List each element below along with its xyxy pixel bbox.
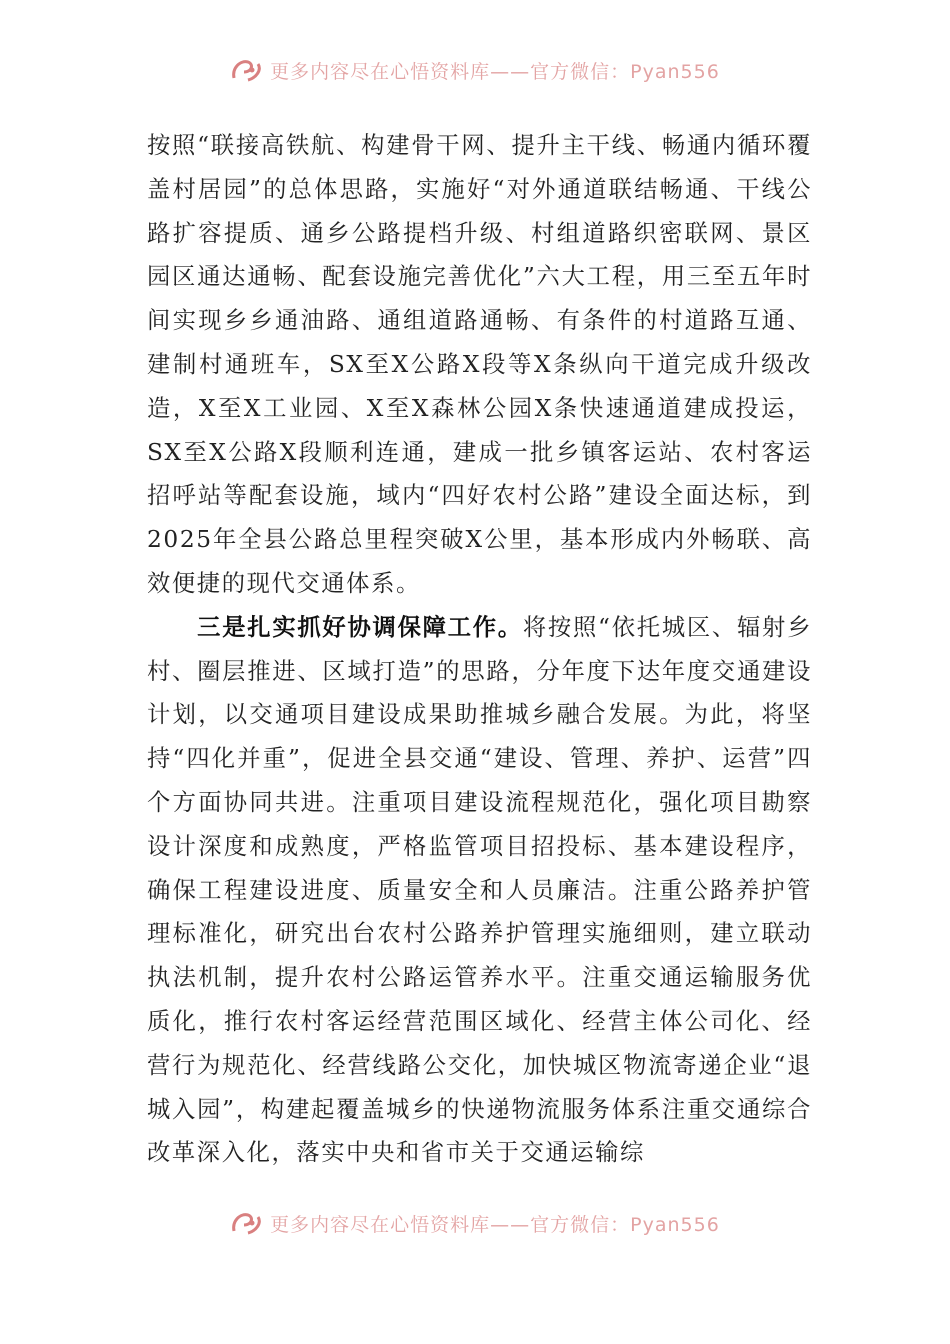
paragraph-2-lead: 三是扎实抓好协调保障工作。	[197, 613, 523, 641]
paragraph-2-body: 将按照“依托城区、辐射乡村、圈层推进、区域打造”的思路，分年度下达年度交通建设计划，以交通项目建设成果助推城乡融合发展。为此，将坚持“四化并重”，促进全县交通“建设、管理、养护、运营”四个方面协同共进。注重项目建设流程规范化，强化项目勘察设计深度和成熟度，严格监管项目招投标、基本建设程序，确保工程建设进度、质量安全和人员廉洁。注重公路养护管理标准化，研究出台农村公路养护管理实施细则，建立联动执法机制，提升农村公路运管养水平。注重交通运输服务优质化，推行农村客运经营范围区域化、经营主体公司化、经营行为规范化、经营线路公交化，加快城区物流寄递企业“退城入园”，构建起覆盖城乡的快递物流服务体系注重交通综合改革深入化，落实中央和省市关于交通运输综	[147, 613, 812, 1167]
footer-watermark	[0, 1205, 950, 1241]
pdf-logo-icon	[230, 1209, 264, 1237]
paragraph-1	[147, 124, 812, 606]
document-body	[147, 124, 812, 1175]
pdf-logo-icon	[230, 56, 264, 84]
watermark-text: 更多内容尽在心悟资料库——官方微信：Pyan556	[270, 60, 720, 83]
paragraph-1-text: 按照“联接高铁航、构建骨干网、提升主干线、畅通内循环覆盖村居园”的总体思路，实施好“对外通道联结畅通、干线公路扩容提质、通乡公路提档升级、村组道路织密联网、景区园区通达通畅、配套设施完善优化”六大工程，用三至五年时间实现乡乡通油路、通组道路通畅、有条件的村道路互通、建制村通班车，SX至X公路X段等X条纵向干道完成升级改造，X至X工业园、X至X森林公园X条快速通道建成投运，SX至X公路X段顺利连通，建成一批乡镇客运站、农村客运招呼站等配套设施，域内“四好农村公路”建设全面达标，到2025年全县公路总里程突破X公里，基本形成内外畅联、高效便捷的现代交通体系。	[147, 132, 812, 597]
paragraph-2	[147, 606, 812, 1175]
header-watermark	[0, 52, 950, 88]
watermark-text: 更多内容尽在心悟资料库——官方微信：Pyan556	[270, 1213, 720, 1236]
